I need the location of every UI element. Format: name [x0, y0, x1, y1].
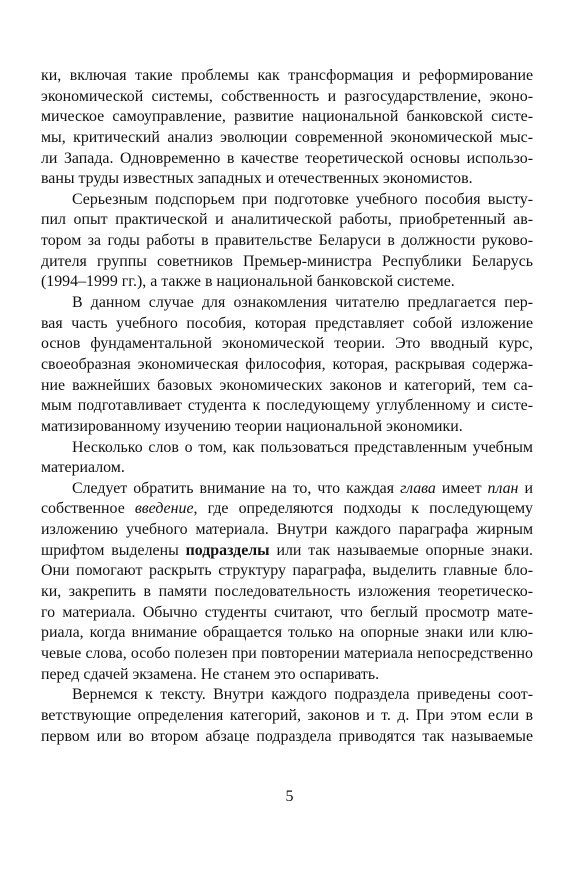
- text-line: [41, 169, 533, 190]
- paragraph: [41, 293, 533, 437]
- text-run: ваны труды известных западных и отечественных экономистов.: [41, 170, 473, 188]
- text-line: [41, 293, 533, 314]
- text-run: риала, когда внимание обращается только на опорные знаки или клю-: [41, 624, 533, 642]
- paragraph: [41, 438, 533, 479]
- italic-term: введение: [134, 500, 194, 518]
- text-line: [41, 190, 533, 211]
- text-line: [41, 210, 533, 231]
- text-run: тором за годы работы в правительстве Беларуси в должности руково-: [41, 232, 533, 250]
- text-line: [41, 396, 533, 417]
- text-line: [41, 417, 533, 438]
- text-line: [41, 252, 533, 273]
- text-run: ние важнейших базовых экономических законов и категорий, тем са-: [41, 376, 533, 394]
- text-line: [41, 149, 533, 170]
- paragraph: [41, 479, 533, 685]
- text-run: (1994–1999 гг.), а также в национальной банковской системе.: [41, 273, 455, 291]
- text-run: В данном случае для ознакомления читателю предлагается пер-: [72, 294, 533, 312]
- text-line: [41, 561, 533, 582]
- text-run: или так называемые опорные знаки.: [269, 541, 534, 559]
- text-line: [41, 665, 533, 686]
- text-run: первом или во втором абзаце подраздела приводятся так называемые: [41, 727, 533, 745]
- text-line: [41, 520, 533, 541]
- text-line: [41, 438, 533, 459]
- text-run: Они помогают раскрыть структуру параграфа, выделить главные бло-: [41, 562, 533, 580]
- text-run: перед сдачей экзамена. Не станем это оспаривать.: [41, 665, 380, 683]
- text-run: мы, критический анализ эволюции современной экономической мыс-: [41, 128, 533, 146]
- text-run: Несколько слов о том, как пользоваться представленным учебным: [72, 438, 533, 456]
- text-run: и: [518, 479, 533, 497]
- paragraph: [41, 190, 533, 293]
- text-run: вая часть учебного пособия, которая представляет собой изложение: [41, 314, 533, 332]
- italic-term: план: [487, 479, 519, 497]
- text-run: мическое самоуправление, развитие национальной банковской систе-: [41, 108, 533, 126]
- paragraph: [41, 685, 533, 747]
- italic-term: глава: [400, 479, 436, 497]
- text-run: дителя группы советников Премьер-министра Республики Беларусь: [41, 252, 533, 270]
- text-line: [41, 603, 533, 624]
- page-number: 5: [285, 788, 294, 805]
- body-text: [41, 66, 533, 747]
- text-line: [41, 727, 533, 748]
- text-line: [41, 355, 533, 376]
- text-run: основ фундаментальной экономической теории. Это вводный курс,: [41, 335, 533, 353]
- text-line: [41, 479, 533, 500]
- text-run: шрифтом выделены: [41, 541, 186, 559]
- text-line: [41, 541, 533, 562]
- paragraph: [41, 66, 533, 190]
- text-run: ки, закрепить в памяти последовательность изложения теоретическо-: [41, 583, 533, 601]
- text-line: [41, 499, 533, 520]
- text-line: [41, 644, 533, 665]
- text-line: [41, 334, 533, 355]
- text-run: чевые слова, особо полезен при повторении материала непосредственно: [41, 644, 533, 662]
- text-line: [41, 87, 533, 108]
- text-run: Серьезным подспорьем при подготовке учебного пособия высту-: [72, 190, 533, 208]
- text-run: , где определяются подходы к последующему: [193, 500, 533, 518]
- text-line: [41, 458, 533, 479]
- text-run: ветствующие определения категорий, законов и т. д. При этом если в: [41, 706, 533, 724]
- text-line: [41, 582, 533, 603]
- text-run: своеобразная экономическая философия, которая, раскрывая содержа-: [41, 355, 533, 373]
- text-line: [41, 685, 533, 706]
- text-run: собственное: [41, 500, 135, 518]
- text-line: [41, 272, 533, 293]
- text-run: матизированному изучению теории национальной экономики.: [41, 417, 463, 435]
- text-line: [41, 314, 533, 335]
- text-line: [41, 706, 533, 727]
- text-run: материалом.: [41, 459, 125, 477]
- text-line: [41, 231, 533, 252]
- text-run: ли Запада. Одновременно в качестве теоретической основы использо-: [41, 149, 533, 167]
- text-run: мым подготавливает студента к последующему углубленному и систе-: [41, 397, 533, 415]
- text-line: [41, 623, 533, 644]
- text-line: [41, 376, 533, 397]
- text-run: ки, включая такие проблемы как трансформация и реформирование: [41, 67, 533, 84]
- text-run: пил опыт практической и аналитической работы, приобретенный ав-: [41, 211, 533, 229]
- text-run: го материала. Обычно студенты считают, что беглый просмотр мате-: [41, 603, 533, 621]
- text-line: [41, 128, 533, 149]
- text-run: экономической системы, собственность и разгосударствление, эконо-: [41, 87, 533, 105]
- text-line: [41, 66, 533, 87]
- bold-term: подразделы: [185, 541, 270, 559]
- text-run: изложению учебного материала. Внутри каждого параграфа жирным: [41, 521, 533, 539]
- text-run: Вернемся к тексту. Внутри каждого подраздела приведены соот-: [72, 686, 533, 704]
- text-run: имеет: [435, 479, 488, 497]
- text-line: [41, 107, 533, 128]
- text-run: Следует обратить внимание на то, что каждая: [72, 479, 401, 497]
